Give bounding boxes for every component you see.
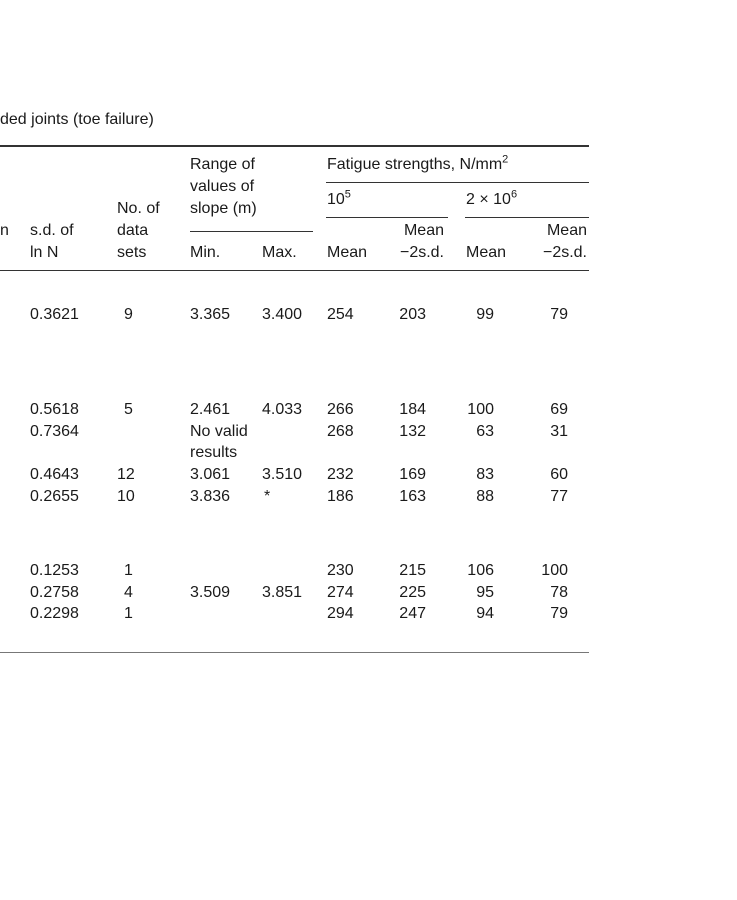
cell-sets: 10: [117, 488, 135, 505]
cell-note-line-2: results: [190, 444, 238, 461]
cell-min: 3.836: [190, 488, 231, 505]
header-mean-2sd-2-line-1: Mean: [546, 222, 587, 239]
cell-mean-2: 63: [476, 423, 494, 440]
cell-mean-2sd-2: 77: [550, 488, 568, 505]
table-top-rule: [0, 145, 589, 147]
cell-min: 3.365: [190, 306, 231, 323]
cell-sd: 0.3621: [30, 306, 79, 323]
cell-mean-2: 99: [476, 306, 494, 323]
cell-mean-2sd-2: 100: [541, 562, 568, 579]
cell-mean-2sd-1: 203: [399, 306, 426, 323]
cycles-1-rule: [326, 217, 448, 218]
cell-mean-2sd-1: 169: [399, 466, 426, 483]
cell-max: 4.033: [262, 401, 303, 418]
header-mean-2sd-1-line-2: −2s.d.: [399, 244, 444, 261]
cell-mean-2sd-2: 79: [550, 306, 568, 323]
cell-max: 3.851: [262, 584, 303, 601]
header-fatigue: Fatigue strengths, $N/mm^2$: [327, 153, 509, 173]
cell-mean-2: 106: [467, 562, 494, 579]
table-bottom-rule: [0, 652, 589, 653]
slope-rule: [190, 231, 313, 232]
cell-sets: 1: [124, 562, 133, 579]
cell-sd: 0.4643: [30, 466, 79, 483]
header-bottom-rule: [0, 270, 589, 271]
cell-max: 3.510: [262, 466, 303, 483]
cell-sd: 0.2655: [30, 488, 79, 505]
header-sd-line-1: s.d. of: [30, 222, 74, 239]
cell-mean-1: 274: [327, 584, 354, 601]
cell-mean-2sd-1: 225: [399, 584, 426, 601]
cell-min: 3.061: [190, 466, 231, 483]
table-caption: ded joints (toe failure): [0, 111, 154, 128]
header-sets-line-2: data: [117, 222, 149, 239]
cell-max: 3.400: [262, 306, 303, 323]
cell-note-line-1: No valid: [190, 423, 248, 440]
cell-mean-1: 186: [327, 488, 354, 505]
cell-sd: 0.2758: [30, 584, 79, 601]
header-range-line-2: values of: [190, 178, 255, 195]
cell-mean-1: 232: [327, 466, 354, 483]
cell-mean-1: 266: [327, 401, 354, 418]
cell-mean-1: 230: [327, 562, 354, 579]
cell-mean-2sd-1: 132: [399, 423, 426, 440]
header-sets-line-3: sets: [117, 244, 147, 261]
cell-max: *: [264, 488, 271, 505]
cycles-2-rule: [465, 217, 589, 218]
cell-sets: 12: [117, 466, 135, 483]
fatigue-rule: [326, 182, 589, 183]
header-mean-1: Mean: [327, 244, 368, 261]
cell-mean-2: 83: [476, 466, 494, 483]
header-range-line-3: slope (m): [190, 200, 257, 217]
header-cut-off-left: n: [0, 222, 9, 239]
cell-mean-2sd-2: 69: [550, 401, 568, 418]
header-mean-2sd-1-line-1: Mean: [403, 222, 444, 239]
cell-sets: 5: [124, 401, 133, 418]
cell-mean-1: 254: [327, 306, 354, 323]
cell-mean-2sd-1: 215: [399, 562, 426, 579]
cell-mean-2: 88: [476, 488, 494, 505]
cell-sets: 9: [124, 306, 133, 323]
cell-sets: 1: [124, 605, 133, 622]
cell-mean-2: 95: [476, 584, 494, 601]
cell-min: 3.509: [190, 584, 231, 601]
cell-sd: 0.5618: [30, 401, 79, 418]
header-min: Min.: [190, 244, 221, 261]
cell-mean-2sd-1: 184: [399, 401, 426, 418]
header-cycles-2: $2 \times 10^6$: [466, 188, 518, 208]
cell-mean-2: 100: [467, 401, 494, 418]
header-range-line-1: Range of: [190, 156, 255, 173]
cell-sd: 0.2298: [30, 605, 79, 622]
cell-mean-2sd-1: 247: [399, 605, 426, 622]
cell-mean-2: 94: [476, 605, 494, 622]
cell-sd: 0.1253: [30, 562, 79, 579]
cell-sd: 0.7364: [30, 423, 79, 440]
header-cycles-1: $10^5$: [327, 188, 351, 208]
header-sd-line-2: ln N: [30, 244, 59, 261]
cell-mean-2sd-2: 79: [550, 605, 568, 622]
header-mean-2: Mean: [466, 244, 507, 261]
header-sets-line-1: No. of: [117, 200, 160, 217]
header-max: Max.: [262, 244, 297, 261]
cell-mean-1: 268: [327, 423, 354, 440]
cell-sets: 4: [124, 584, 133, 601]
cell-mean-2sd-2: 31: [550, 423, 568, 440]
cell-mean-2sd-1: 163: [399, 488, 426, 505]
header-mean-2sd-2-line-2: −2s.d.: [542, 244, 587, 261]
cell-min: 2.461: [190, 401, 231, 418]
cell-mean-2sd-2: 78: [550, 584, 568, 601]
cell-mean-1: 294: [327, 605, 354, 622]
cell-mean-2sd-2: 60: [550, 466, 568, 483]
